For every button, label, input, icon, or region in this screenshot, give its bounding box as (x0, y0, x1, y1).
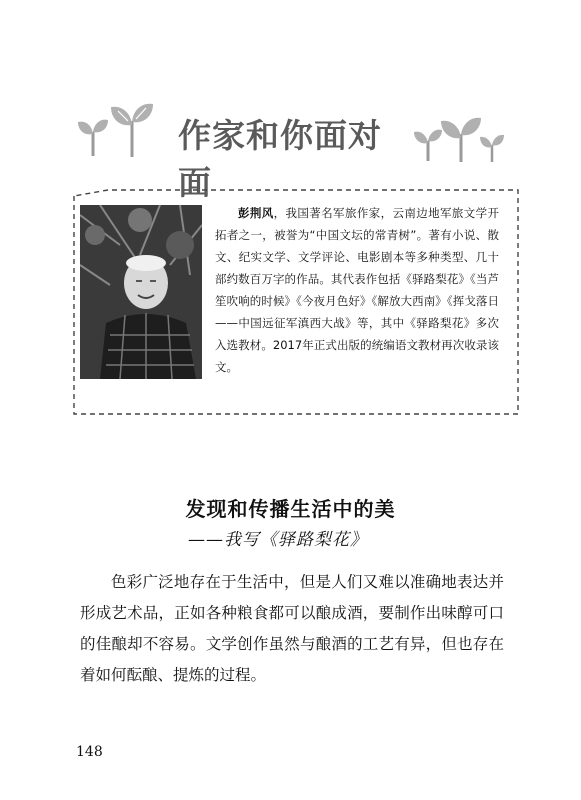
author-name: 彭荆风 (238, 206, 274, 220)
essay-title: 发现和传播生活中的美 (185, 497, 396, 521)
essay-subtitle: ——我写《驿路梨花》 (188, 530, 368, 550)
sprout-icon (108, 97, 156, 157)
author-bio-text: ，我国著名军旅作家，云南边地军旅文学开拓者之一，被誉为“中国文坛的常青树”。著有小说、散文、纪实文学、文学评论、电影剧本等多种类型、几十部约数百万字的作品。其代表作包括《驿路梨花》《当芦笙吹响的时候》《今夜月色好》《解放大西南》《挥戈落日——中国远征军滇西大战》等，其中《驿路梨花》多次入选教材。2017年正式出版的统编语文教材再次收录该文。 (215, 206, 500, 374)
section-title: 作家和你面对面 (178, 116, 382, 202)
sprout-icon (76, 112, 110, 156)
author-bio (215, 202, 499, 378)
author-intro-box (72, 188, 520, 416)
sprout-icon (478, 132, 506, 162)
page-number: 148 (76, 744, 103, 760)
author-photo-image (80, 205, 202, 379)
author-portrait (80, 205, 202, 379)
essay-paragraph: 色彩广泛地存在于生活中，但是人们又难以准确地表达并形成艺术品，正如各种粮食都可以酿成酒，要制作出味醇可口的佳酿却不容易。文学创作虽然与酿酒的工艺有异，但也存在着如何酝酿、提炼的过程。 (80, 573, 504, 684)
